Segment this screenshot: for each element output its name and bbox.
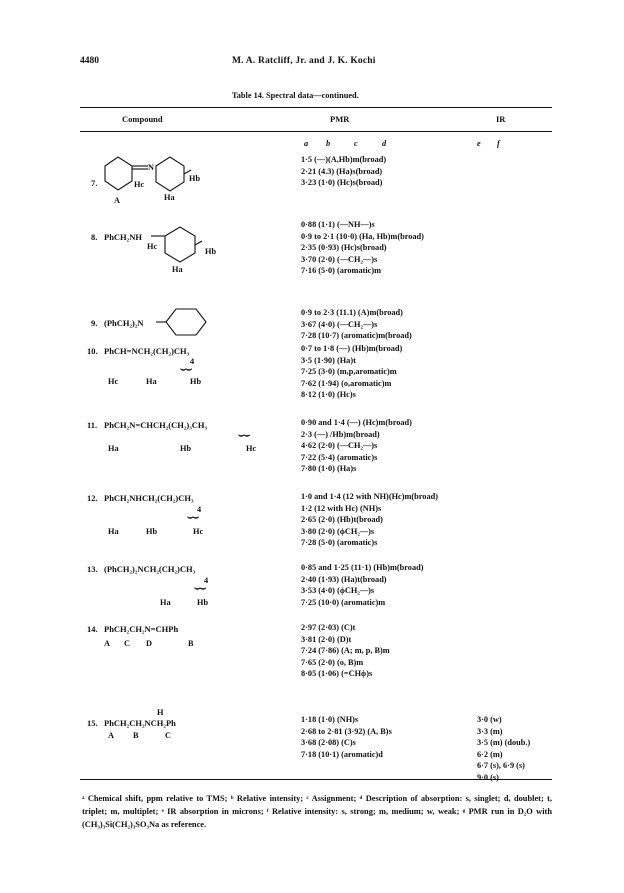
ir-line: 9·0 (s): [477, 772, 499, 782]
compound-number: 7.: [91, 178, 98, 188]
pmr-line: 3·5 (1·90) (Ha)t: [301, 355, 356, 365]
tilde-brace: ⌣⌣: [187, 512, 199, 523]
subscript-four: 4: [204, 576, 209, 585]
ir-sub-e: e: [477, 139, 481, 148]
compound-number: 11.: [87, 420, 98, 430]
pmr-line: 4·62 (2·0) (—CH₂—)s: [301, 441, 378, 451]
structure-8-Ha: Ha: [172, 265, 183, 274]
structure-7-A: A: [114, 196, 120, 205]
tilde-brace: ⌣⌣: [194, 583, 206, 594]
structure-8-Hc: Hc: [147, 242, 158, 251]
subscript-four: 4: [190, 357, 195, 366]
pmr-line: 0·90 and 1·4 (—) (Hc)m(broad): [301, 418, 412, 427]
group-label: B: [133, 731, 139, 740]
pmr-line: 2·97 (2·03) (C)t: [301, 623, 356, 632]
ir-line: 3·5 (m) (doub.): [477, 738, 531, 748]
pmr-line: 0·9 to 2·1 (10·0) (Ha, Hb)m(broad): [301, 231, 424, 241]
pmr-sub-c: c: [354, 139, 358, 148]
ir-line: 3·0 (w): [477, 715, 502, 724]
pmr-sub-b: b: [326, 139, 331, 148]
group-label: A: [108, 731, 114, 740]
table-footnote: ᵃ Chemical shift, ppm relative to TMS; ᵇ Relative intensity; ᶜ Assignment; ᵈ Description of absorption: s, singlet; d, doublet; t, triplet; m, multiplet; ᵉ IR absorption in microns; ᶠ Relative intensity: s, strong; m, medium; w, weak; ᵍ PMR run in D₂O with (CH₃)₃Si(CH₂)₃SO₃Na as reference.: [82, 794, 552, 829]
pmr-line: 2·40 (1·93) (Ha)t(broad): [301, 574, 387, 584]
group-label: Hb: [190, 377, 202, 386]
pmr-line: 3·68 (2·08) (C)s: [301, 738, 356, 748]
pmr-block-15: [301, 714, 392, 760]
tilde-brace: ⌣⌣: [238, 430, 250, 441]
group-label: B: [188, 639, 194, 648]
pmr-line: 0·88 (1·1) (—NH—)s: [301, 220, 375, 229]
compound-number: 13.: [87, 564, 98, 574]
pmr-line: 7·25 (10·0) (aromatic)m: [301, 597, 386, 607]
group-label: C: [165, 731, 171, 740]
pmr-line: 1·0 and 1·4 (12 with NH)(Hc)m(broad): [301, 492, 438, 501]
pmr-line: 8·05 (1·06) (=CHϕ)s: [301, 669, 373, 679]
pmr-line: 7·62 (1·94) (o,aromatic)m: [301, 378, 392, 388]
structure-8-Hb: Hb: [205, 247, 217, 256]
group-label: A: [104, 639, 110, 648]
pmr-line: 8·12 (1·0) (Hc)s: [301, 390, 356, 400]
pmr-block-14: [301, 622, 390, 680]
compound-number: 14.: [87, 624, 98, 634]
pmr-line: 7·25 (3·0) (m,p,aromatic)m: [301, 367, 397, 377]
ir-sub-f: f: [497, 139, 500, 148]
column-header-pmr: PMR: [330, 114, 350, 124]
compound-formula: PhCH₂NHCH₂(CH₂)CH₃: [104, 493, 194, 503]
group-label: Hc: [108, 377, 119, 386]
pmr-line: 0·7 to 1·8 (—) (Hb)m(broad): [301, 344, 403, 353]
nh-hydrogen-label: H: [157, 708, 164, 717]
ir-line: 6·7 (s), 6·9 (s): [477, 761, 525, 771]
group-label: Hc: [246, 444, 257, 453]
pmr-line: 2·21 (4.3) (Ha)s(broad): [301, 166, 383, 176]
compound-formula: PhCH₂CH₂NCH₂Ph: [104, 718, 176, 728]
pmr-line: 7·16 (5·0) (aromatic)m: [301, 266, 382, 276]
pmr-line: 7·18 (10·1) (aromatic)d: [301, 749, 383, 759]
compound-formula: (PhCH₂)₂NCH₂(CH₂)CH₃: [104, 564, 196, 574]
pmr-block-9: [301, 307, 412, 342]
compound-formula: PhCH₂CH₂N=CHPh: [104, 624, 179, 634]
pmr-line: 2·68 to 2·81 (3·92) (A, B)s: [301, 726, 392, 736]
running-header-authors: M. A. Ratcliff, Jr. and J. K. Kochi: [232, 56, 376, 66]
compound-formula: (PhCH₂)₂N: [104, 318, 144, 328]
tilde-brace: ⌣⌣: [180, 364, 192, 375]
pmr-line: 2·65 (2·0) (Hb)t(broad): [301, 515, 383, 525]
pmr-line: 1·2 (12 with Hc) (NH)s: [301, 503, 382, 513]
group-label: Hc: [193, 527, 204, 536]
pmr-line: 3·23 (1·0) (Hc)s(broad): [301, 178, 383, 188]
pmr-line: 0·9 to 2·3 (11.1) (A)m(broad): [301, 308, 403, 317]
column-header-ir: IR: [496, 114, 506, 124]
group-label: Ha: [108, 444, 119, 453]
group-label: Ha: [160, 598, 171, 607]
pmr-block-10: [301, 343, 402, 401]
pmr-line: 7·22 (5·4) (aromatic)s: [301, 452, 378, 462]
group-label: Hb: [180, 444, 192, 453]
ir-block-15: [477, 714, 530, 784]
pmr-block-13: [301, 562, 423, 608]
compound-formula: PhCH=NCH₂(CH₂)CH₃: [104, 346, 190, 356]
pmr-sub-a: a: [304, 139, 309, 148]
compound-number: 9.: [91, 318, 98, 328]
pmr-line: 3·67 (4·0) (—CH₂—)s: [301, 319, 378, 329]
structure-7-Hc: Hc: [134, 180, 145, 189]
pmr-line: 2·3 (—) /Hb)m(broad): [301, 429, 380, 439]
group-label: Hb: [197, 598, 209, 607]
pmr-line: 3·81 (2·0) (D)t: [301, 634, 352, 644]
pmr-line: 2·35 (0·93) (Hc)s(broad): [301, 243, 387, 253]
group-label: D: [146, 639, 152, 648]
structure-7-Hb: Hb: [189, 174, 201, 183]
ir-line: 6·2 (m): [477, 749, 503, 759]
page-number: 4480: [80, 56, 99, 66]
group-label: Ha: [146, 377, 157, 386]
pmr-line: 1·5 (—)(A,Hb)m(broad): [301, 155, 387, 164]
compound-number: 15.: [87, 718, 98, 728]
pmr-line: 7·28 (10·7) (aromatic)m(broad): [301, 331, 412, 341]
table-bottom-rule: [80, 779, 552, 780]
subscript-four: 4: [197, 505, 202, 514]
pmr-line: 7·80 (1·0) (Ha)s: [301, 464, 357, 474]
ir-line: 3·3 (m): [477, 726, 503, 736]
compound-number: 8.: [91, 232, 98, 242]
table-title: Table 14. Spectral data—continued.: [232, 91, 359, 100]
pmr-line: 7·24 (7·86) (A; m, p, B)m: [301, 646, 390, 656]
group-label: Hb: [146, 527, 158, 536]
pmr-line: 3·53 (4·0) (ϕCH₂—)s: [301, 586, 375, 596]
pmr-line: 1·18 (1·0) (NH)s: [301, 715, 359, 724]
pmr-line: 0·85 and 1·25 (11·1) (Hb)m(broad): [301, 563, 424, 572]
pmr-sub-d: d: [382, 139, 387, 148]
pmr-line: 7·28 (5·0) (aromatic)s: [301, 538, 378, 548]
structure-7-N: N: [148, 163, 154, 172]
group-label: C: [124, 639, 130, 648]
compound-number: 12.: [87, 493, 98, 503]
compound-formula: PhCH₂N=CHCH₂(CH₂)₃CH₃: [104, 420, 208, 430]
compound-number: 10.: [87, 346, 98, 356]
pmr-line: 3·80 (2·0) (ϕCH₂—)s: [301, 526, 375, 536]
pmr-line: 7·65 (2·0) (o, B)m: [301, 657, 364, 667]
column-header-compound: Compound: [122, 114, 163, 124]
group-label: Ha: [108, 527, 119, 536]
pmr-line: 3·70 (2·0) (—CH₂—)s: [301, 254, 378, 264]
structure-7-Ha: Ha: [164, 193, 175, 202]
pmr-block-12: [301, 491, 438, 549]
compound-formula: PhCH₂NH: [104, 232, 142, 242]
pmr-block-11: [301, 417, 412, 475]
